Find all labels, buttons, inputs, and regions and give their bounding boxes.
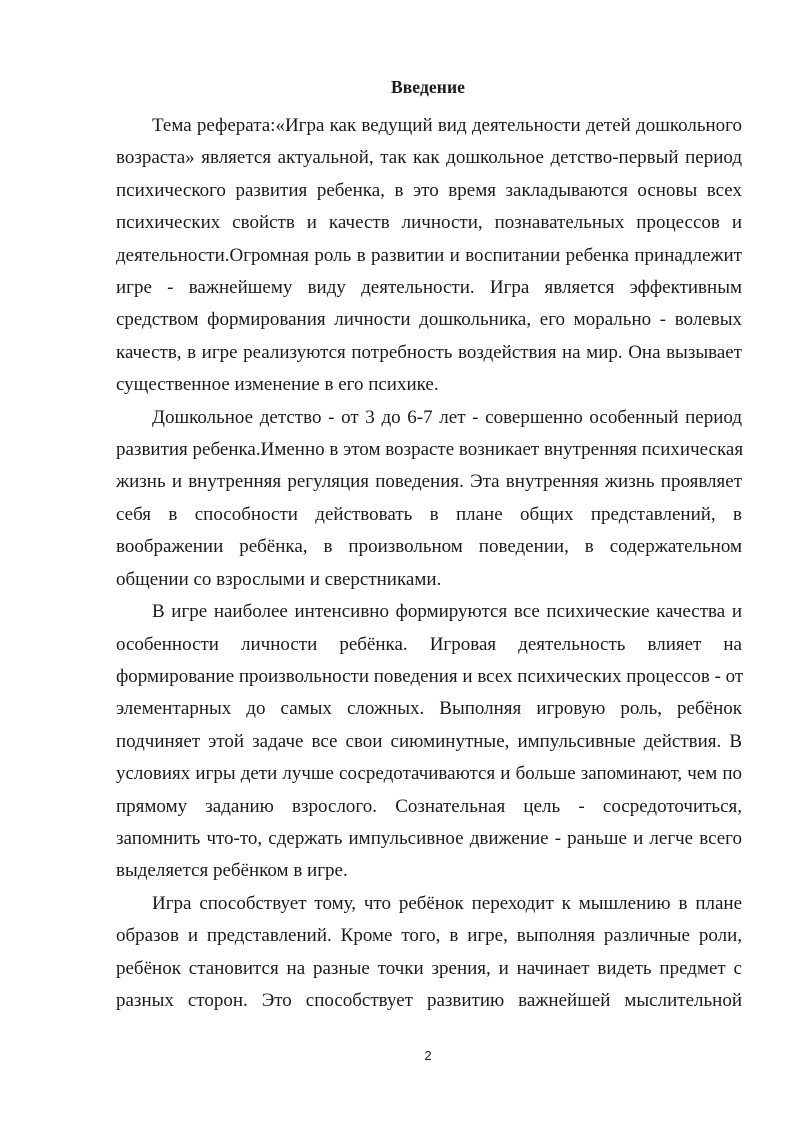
text-line: В игре наиболее интенсивно формируются все психические качества и <box>152 601 742 623</box>
paragraph <box>116 402 742 596</box>
text-line: существенное изменение в его психике. <box>116 374 439 396</box>
text-line: разных сторон. Это способствует развитию важнейшей мыслительной <box>116 989 742 1011</box>
text-line: развития ребенка.Именно в этом возрасте возникает внутренняя психическая <box>116 439 744 461</box>
text-line: формирование произвольности поведения и всех психических процессов - от <box>116 665 744 687</box>
text-line: Тема реферата:«Игра как ведущий вид деятельности детей дошкольного <box>152 115 742 136</box>
text-line: психических свойств и качеств личности, познавательных процессов и <box>116 212 742 234</box>
text-line: возраста» является актуальной, так как дошкольное детство-первый период <box>116 147 742 169</box>
text-line: прямому заданию взрослого. Сознательная цель - сосредоточиться, <box>116 795 742 817</box>
text-line: жизнь и внутренняя регуляция поведения. Эта внутренняя жизнь проявляет <box>116 471 742 493</box>
page-number: 2 <box>424 1048 432 1063</box>
text-line: Дошкольное детство - от 3 до 6-7 лет - совершенно особенный период <box>152 406 742 428</box>
text-line: особенности личности ребёнка. Игровая деятельность влияет на <box>116 633 742 655</box>
text-line: качеств, в игре реализуются потребность воздействия на мир. Она вызывает <box>116 341 742 363</box>
text-line: общении со взрослыми и сверстниками. <box>116 568 442 590</box>
text-line: воображении ребёнка, в произвольном поведении, в содержательном <box>116 536 742 558</box>
text-line: психического развития ребенка, в это время закладываются основы всех <box>116 179 742 201</box>
text-line: деятельности.Огромная роль в развитии и воспитании ребенка принадлежит <box>116 244 742 266</box>
text-line: себя в способности действовать в плане общих представлений, в <box>116 503 742 525</box>
text-line: средством формирования личности дошкольника, его морально - волевых <box>116 309 742 331</box>
text-line: запомнить что-то, сдержать импульсивное движение - раньше и легче всего <box>116 827 742 849</box>
paragraph <box>116 888 742 1018</box>
text-line: ребёнок становится на разные точки зрения, и начинает видеть предмет с <box>116 957 742 979</box>
text-line: элементарных до самых сложных. Выполняя игровую роль, ребёнок <box>116 698 742 720</box>
paragraph <box>116 110 742 402</box>
text-line: игре - важнейшему виду деятельности. Игра является эффективным <box>116 277 742 299</box>
text-line: условиях игры дети лучше сосредотачиваются и больше запоминают, чем по <box>116 763 742 785</box>
text-line: подчиняет этой задаче все свои сиюминутные, импульсивные действия. В <box>116 730 742 752</box>
section-heading: Введение <box>390 77 465 97</box>
text-line: выделяется ребёнком в игре. <box>116 860 348 882</box>
text-line: Игра способствует тому, что ребёнок переходит к мышлению в плане <box>152 892 742 914</box>
body-text <box>116 110 742 1017</box>
paragraph <box>116 596 742 888</box>
text-line: образов и представлений. Кроме того, в игре, выполняя различные роли, <box>116 925 742 947</box>
